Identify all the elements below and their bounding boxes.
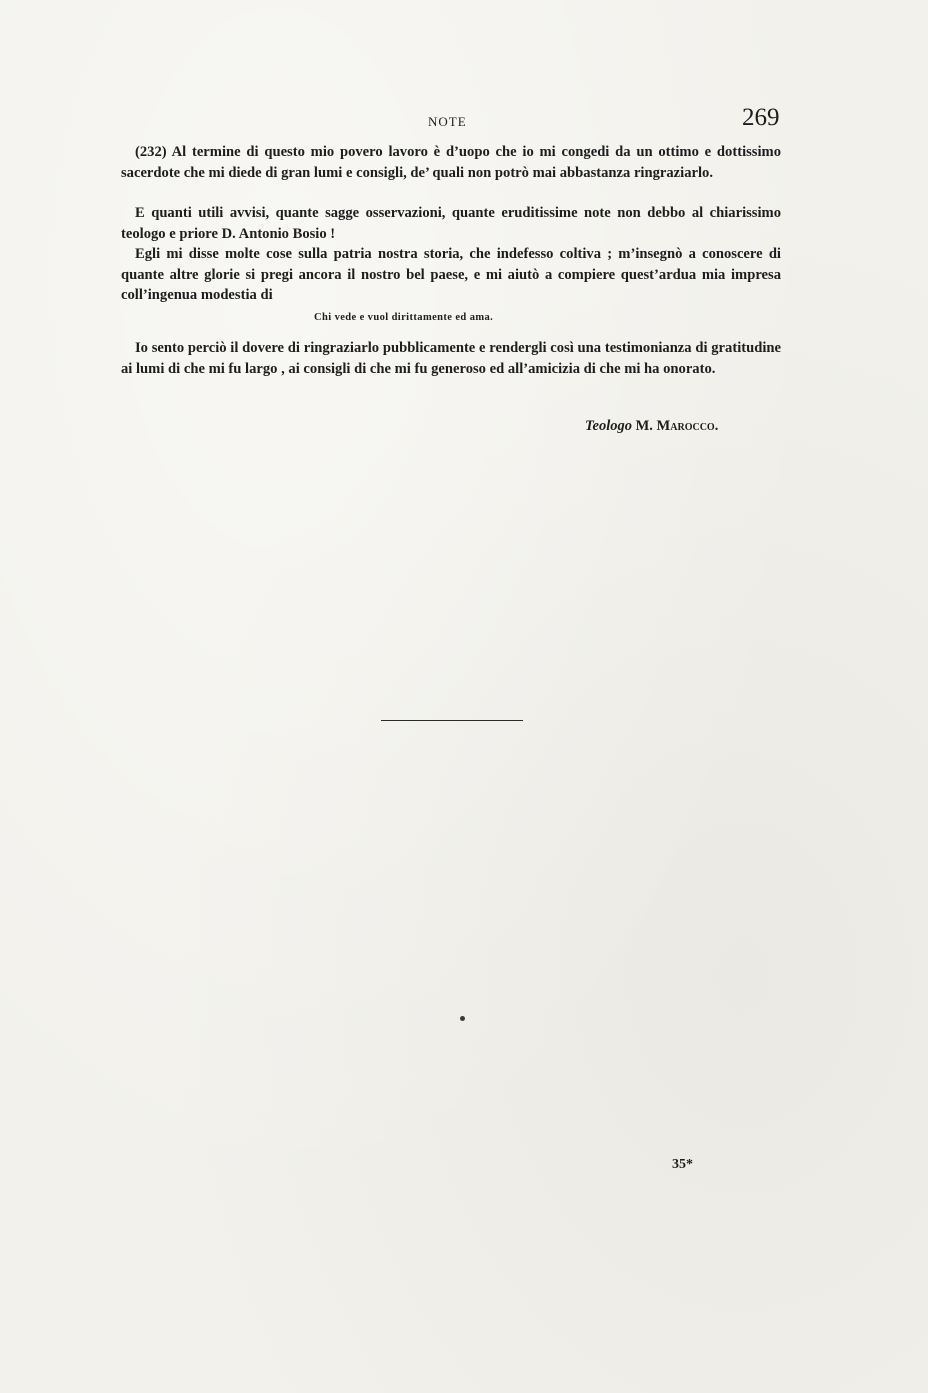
section-divider-rule [381,720,523,721]
running-head: NOTE [428,114,467,129]
author-signature [585,418,718,435]
ink-dot [460,1016,465,1021]
signature-title: Teologo [585,418,632,434]
quoted-motto: Chi vede e vuol dirittamente ed ama. [314,312,494,323]
page-number: 269 [742,104,780,131]
printer-signature-mark: 35* [672,1157,693,1172]
note-paragraph-3: Egli mi disse molte cose sulla patria nostra storia, che indefesso coltiva ; m’insegnò a conoscere di quante altre glorie si pregi ancora il nostro bel paese, e mi aiutò a compiere quest’ardua mia impresa coll’ingenua modestia di [121,246,781,303]
note-paragraph-1: (232) Al termine di questo mio povero lavoro è d’uopo che io mi congedi da un ottimo e dottissimo sacerdote che mi diede di gran lumi e consigli, de’ quali non potrò mai abbastanza ringraziarlo. [121,144,781,181]
note-paragraph-2: E quanti utili avvisi, quante sagge osservazioni, quante eruditissime note non debbo al chiarissimo teologo e priore D. Antonio Bosio ! [121,205,781,242]
note-paragraph-4: Io sento perciò il dovere di ringraziarlo pubblicamente e rendergli così una testimonianza di gratitudine ai lumi di che mi fu largo , ai consigli di che mi fu generoso ed all’amicizia di che mi ha onorato. [121,340,781,377]
signature-name: M. Marocco. [635,418,719,434]
